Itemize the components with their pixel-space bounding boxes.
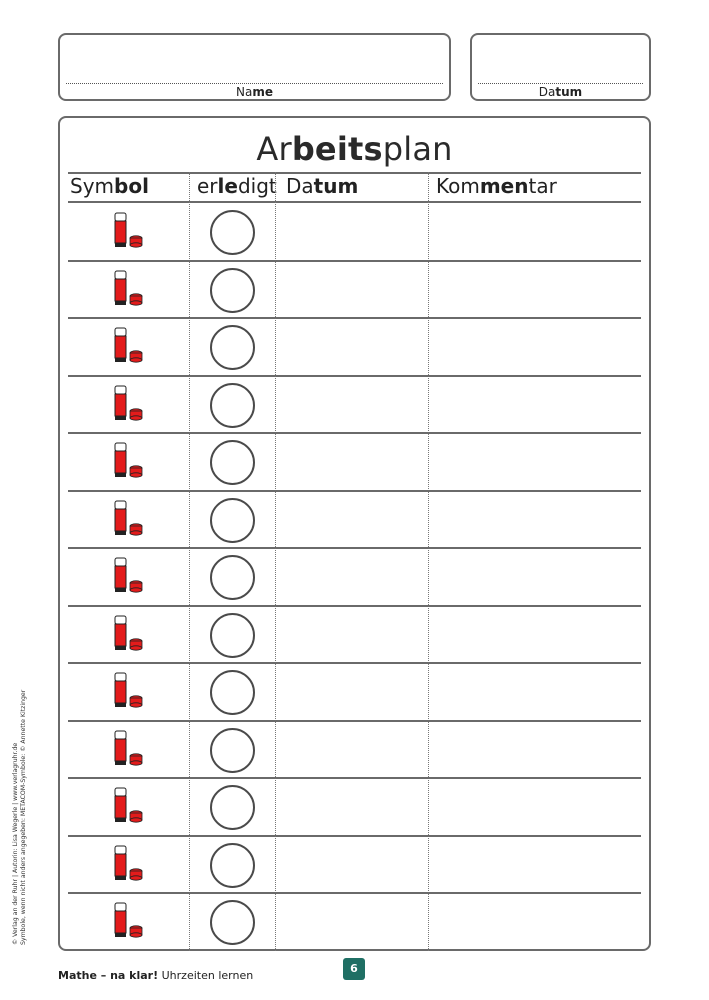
column-header-comment: Kommentar bbox=[436, 174, 557, 198]
date-label: Datum bbox=[538, 85, 583, 99]
empty-circle-icon[interactable] bbox=[210, 325, 255, 370]
column-header-date: Datum bbox=[286, 174, 359, 198]
empty-circle-icon[interactable] bbox=[210, 210, 255, 255]
row-divider bbox=[68, 432, 641, 434]
empty-circle-icon[interactable] bbox=[210, 670, 255, 715]
glue-stick-icon bbox=[114, 500, 144, 536]
row-divider bbox=[68, 490, 641, 492]
glue-stick-icon bbox=[114, 385, 144, 421]
work-plan-table bbox=[58, 116, 651, 951]
name-label: Name bbox=[236, 85, 273, 99]
date-field-box[interactable] bbox=[470, 33, 651, 101]
row-divider bbox=[68, 375, 641, 377]
name-write-line bbox=[66, 83, 443, 84]
copyright-notice: © Verlag an der Ruhr | Autorin: Lisa Wegerle | www.verlagruhr.de Symbole, wenn nicht anders angegeben: METACOM-Symbole: © Annette Kitzinger bbox=[12, 689, 27, 945]
empty-circle-icon[interactable] bbox=[210, 440, 255, 485]
header-bottom-line bbox=[68, 201, 641, 203]
glue-stick-icon bbox=[114, 902, 144, 938]
column-header-done: erledigt bbox=[197, 174, 277, 198]
glue-stick-icon bbox=[114, 672, 144, 708]
glue-stick-icon bbox=[114, 327, 144, 363]
row-divider bbox=[68, 260, 641, 262]
glue-stick-icon bbox=[114, 270, 144, 306]
name-field-box[interactable] bbox=[58, 33, 451, 101]
row-divider bbox=[68, 777, 641, 779]
empty-circle-icon[interactable] bbox=[210, 613, 255, 658]
row-divider bbox=[68, 317, 641, 319]
glue-stick-icon bbox=[114, 442, 144, 478]
footer-book-title: Mathe – na klar! Uhrzeiten lernen bbox=[58, 969, 254, 982]
date-write-line bbox=[478, 83, 643, 84]
empty-circle-icon[interactable] bbox=[210, 900, 255, 945]
glue-stick-icon bbox=[114, 787, 144, 823]
empty-circle-icon[interactable] bbox=[210, 498, 255, 543]
empty-circle-icon[interactable] bbox=[210, 555, 255, 600]
glue-stick-icon bbox=[114, 557, 144, 593]
empty-circle-icon[interactable] bbox=[210, 785, 255, 830]
row-divider bbox=[68, 547, 641, 549]
row-divider bbox=[68, 892, 641, 894]
empty-circle-icon[interactable] bbox=[210, 843, 255, 888]
glue-stick-icon bbox=[114, 615, 144, 651]
row-divider bbox=[68, 835, 641, 837]
glue-stick-icon bbox=[114, 730, 144, 766]
row-divider bbox=[68, 662, 641, 664]
empty-circle-icon[interactable] bbox=[210, 383, 255, 428]
column-header-symbol: Symbol bbox=[70, 174, 149, 198]
row-divider bbox=[68, 605, 641, 607]
glue-stick-icon bbox=[114, 212, 144, 248]
empty-circle-icon[interactable] bbox=[210, 728, 255, 773]
plan-title: Arbeitsplan bbox=[256, 130, 453, 168]
page-number-badge: 6 bbox=[343, 958, 365, 980]
row-divider bbox=[68, 720, 641, 722]
empty-circle-icon[interactable] bbox=[210, 268, 255, 313]
glue-stick-icon bbox=[114, 845, 144, 881]
